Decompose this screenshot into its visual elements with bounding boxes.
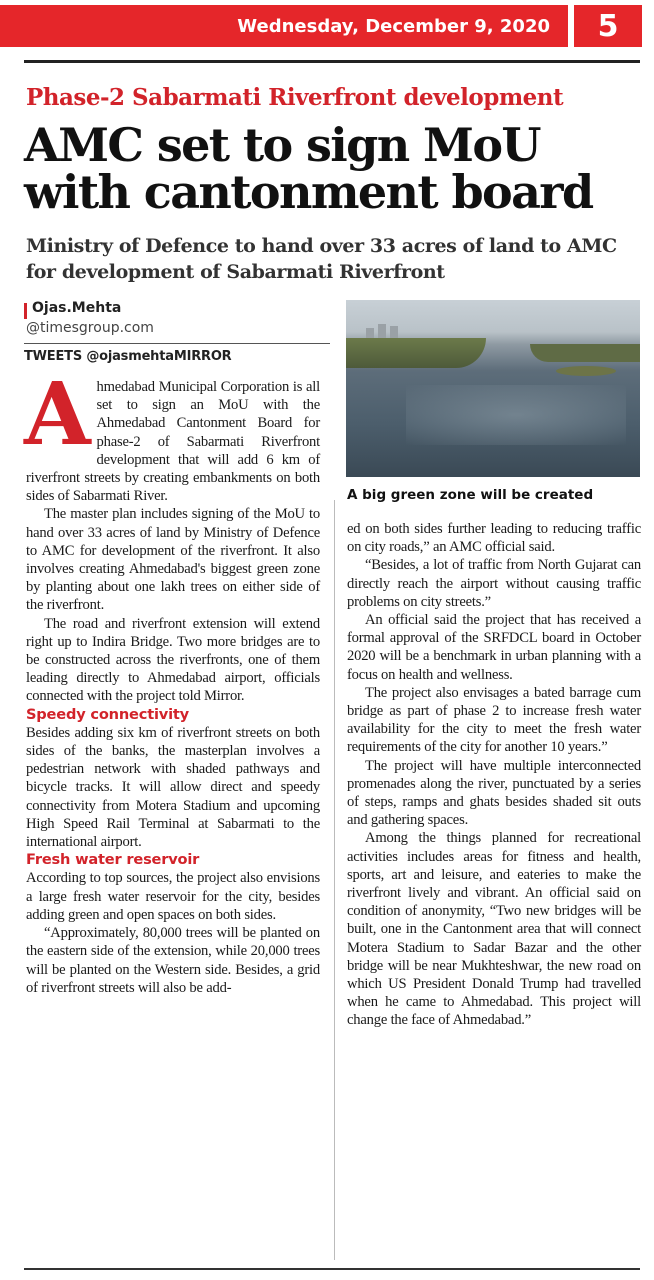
author-handle: @timesgroup.com — [26, 320, 154, 336]
paragraph-text: hmedabad Municipal Corporation is all set to sign an MoU with the Ahmedabad Cantonment Board for phase-2 of Sabarmati Riverfront development that will add 6 km of riverfront streets by creating embankments on both sides of Sabarmati River. — [26, 379, 320, 505]
photo-caption: A big green zone will be created — [347, 487, 594, 503]
photo-island — [556, 366, 616, 376]
paragraph: The project also envisages a bated barrage cum bridge as part of phase 2 to increase fresh water availability for the city to meet the fresh water requirements of the city for another 10 years.” — [347, 684, 641, 756]
author-twitter: TWEETS @ojasmehtaMIRROR — [24, 349, 232, 364]
paragraph: Among the things planned for recreational activities includes areas for fitness and health, sports, art and leisure, and eateries to make the riverfront lively and vibrant. An official said on condition of anonymity, “Two new bridges will be built, one in the Cantonment area that will connect Motera Stadium to Sadar Bazar and the other bridge will be near Mukhteshwar, the new road on which US President Donald Trump had travelled when he came to Ahmedabad. This project will change the face of Ahmedabad.” — [347, 830, 641, 1029]
subhead-speedy-connectivity: Speedy connectivity — [26, 705, 189, 723]
issue-date: Wednesday, December 9, 2020 — [237, 15, 550, 37]
byline-accent-bar — [24, 303, 27, 319]
photo-right-bank — [530, 344, 640, 362]
skyline-building — [390, 326, 398, 338]
byline-rule — [24, 343, 330, 344]
skyline-building — [378, 324, 386, 338]
article-column-1 — [24, 364, 320, 997]
paragraph: ed on both sides further leading to reducing traffic on city roads,” an AMC official said. — [347, 521, 641, 556]
subhead-fresh-water-reservoir: Fresh water reservoir — [26, 851, 200, 869]
footer-rule — [24, 1268, 640, 1270]
paragraph — [24, 364, 320, 505]
date-strip — [0, 5, 568, 47]
header-rule — [24, 60, 640, 63]
skyline-building — [366, 328, 374, 338]
drop-cap: A — [24, 364, 91, 465]
paragraph: The project will have multiple interconnected promenades along the river, punctuated by a series of steps, ramps and ghats besides shaded sit outs and gathering spaces. — [347, 757, 641, 829]
riverfront-photo — [346, 300, 640, 477]
paragraph: According to top sources, the project also envisions a large fresh water reservoir for the city, besides adding green and open spaces on both sides. — [26, 870, 320, 923]
page-number: 5 — [574, 5, 642, 47]
paragraph: The master plan includes signing of the MoU to hand over 33 acres of land by Ministry of Defence to AMC for development of the riverfront. It also involves creating Ahmedabad's biggest green zone by planting about one lakh trees on either side of the riverfront. — [26, 506, 320, 614]
paragraph: The road and riverfront extension will extend right up to Indira Bridge. Two more bridges are to be constructed across the riverfronts, one of them leading directly to Ahmedabad airport, officials connected with the project told Mirror. — [26, 615, 320, 705]
paragraph: “Approximately, 80,000 trees will be planted on the eastern side of the extension, while 20,000 trees will be planted on the Western side. Besides, a grid of riverfront streets will also be add- — [26, 925, 320, 996]
paragraph: An official said the project that has received a formal approval of the SRFDCL board in October 2020 will be a benchmark in urban planning with a focus on health and wellness. — [347, 612, 641, 683]
page-header — [0, 0, 654, 52]
photo-left-bank — [346, 338, 486, 368]
paragraph: Besides adding six km of riverfront streets on both sides of the banks, the masterplan involves a pedestrian network with shaded pathways and bicycle tracks. It will allow direct and speedy connectivity from Motera Stadium and upcoming High Speed Rail Terminal at Sabarmati to the international airport. — [26, 724, 320, 851]
author-name: Ojas.Mehta — [32, 300, 122, 316]
article-headline: AMC set to sign MoU with cantonment board — [24, 118, 593, 219]
photo-water-shine — [406, 385, 626, 445]
column-divider — [334, 500, 335, 1260]
article-deck: Ministry of Defence to hand over 33 acres of land to AMC for development of Sabarmati Riverfront — [26, 235, 617, 283]
article-column-2 — [347, 520, 641, 1030]
article-kicker: Phase-2 Sabarmati Riverfront development — [26, 84, 564, 111]
paragraph: “Besides, a lot of traffic from North Gujarat can directly reach the airport without causing traffic problems on city streets.” — [347, 557, 641, 610]
